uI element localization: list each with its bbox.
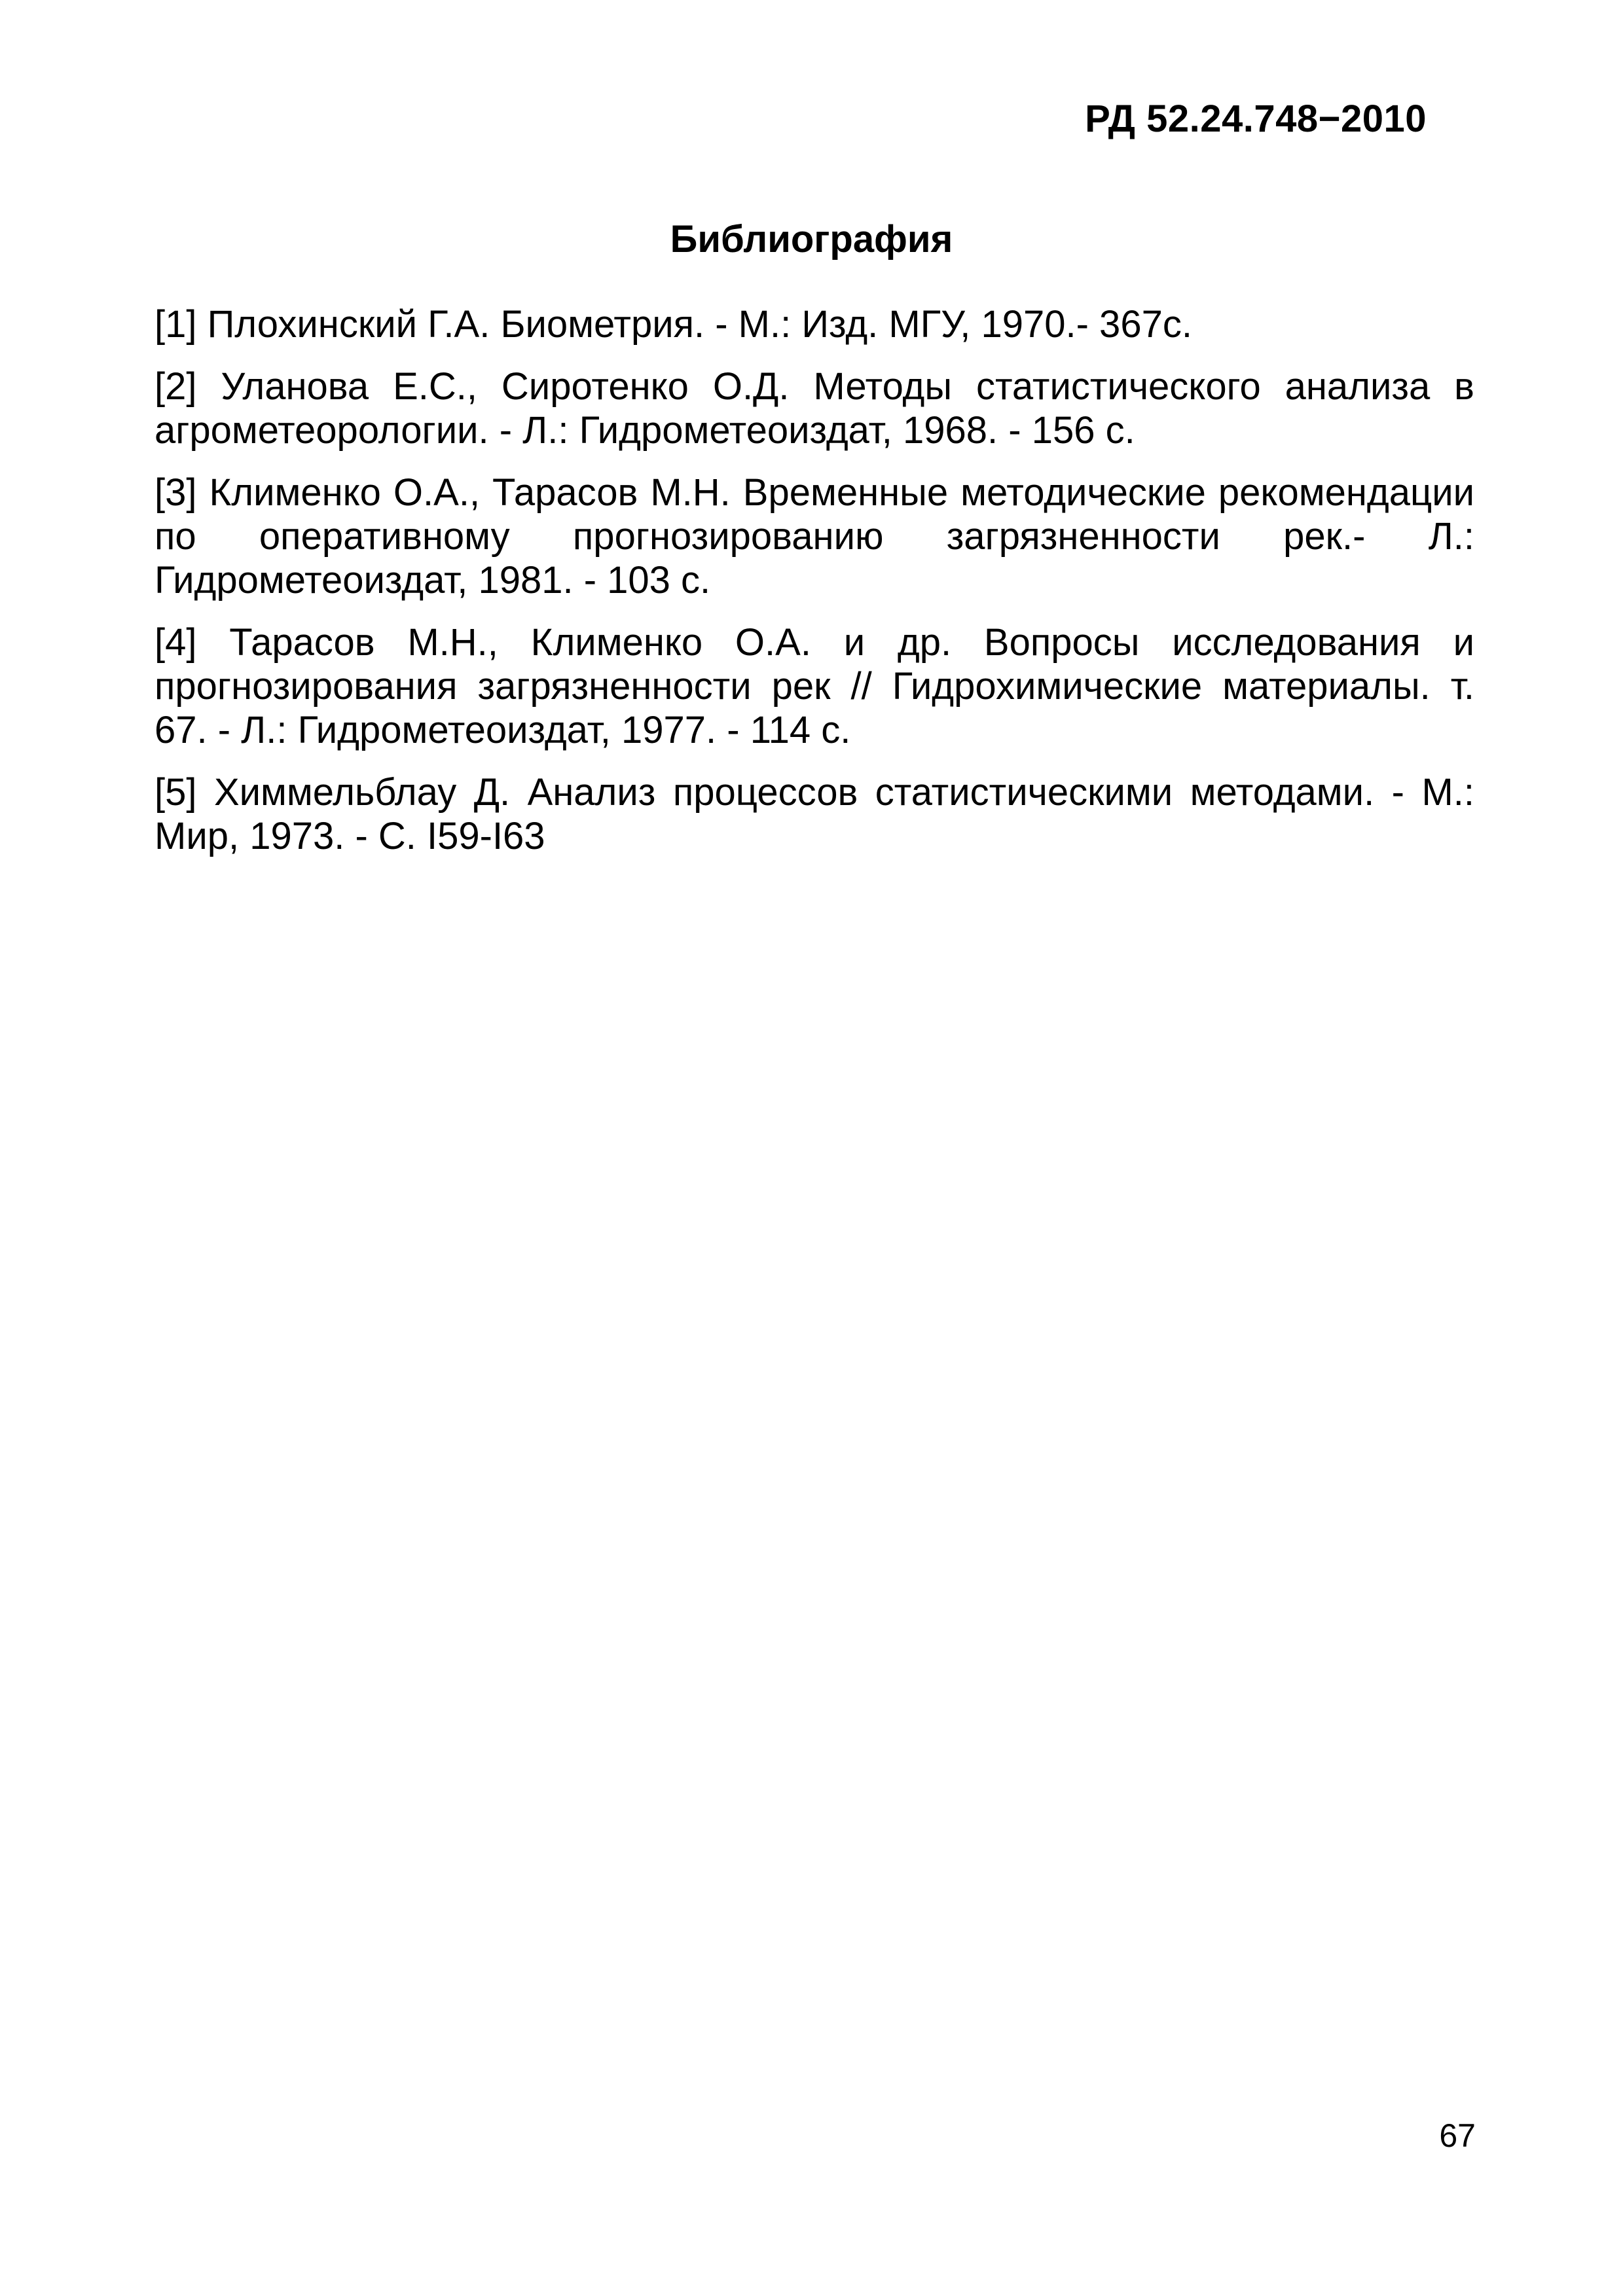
section-title: Библиография xyxy=(670,218,953,260)
bibliography-entry-1: [1] Плохинский Г.А. Биометрия. - М.: Изд. МГУ, 1970.- 367с. xyxy=(155,303,1192,346)
bibliography-entry-4: [4] Тарасов М.Н., Клименко О.А. и др. Вопросы исследования и прогнозирования загрязненности рек // Гидрохимические материалы. т. 67. - Л.: Гидрометеоиздат, 1977. - 114 с. xyxy=(155,621,1474,751)
bibliography-entry-5: [5] Химмельблау Д. Анализ процессов статистическими методами. - М.: Мир, 1973. - С. I59-I63 xyxy=(155,771,1474,857)
document-code: РД 52.24.748−2010 xyxy=(1085,98,1427,140)
bibliography-entry-2: [2] Уланова Е.С., Сиротенко О.Д. Методы статистического анализа в агрометеорологии. - Л.: Гидрометеоиздат, 1968. - 156 с. xyxy=(155,365,1474,452)
bibliography-list xyxy=(155,302,1474,876)
page-number: 67 xyxy=(1439,2117,1476,2154)
bibliography-entry-3: [3] Клименко О.А., Тарасов М.Н. Временные методические рекомендации по оперативному прогнозированию загрязненности рек.- Л.: Гидрометеоиздат, 1981. - 103 с. xyxy=(155,471,1474,601)
